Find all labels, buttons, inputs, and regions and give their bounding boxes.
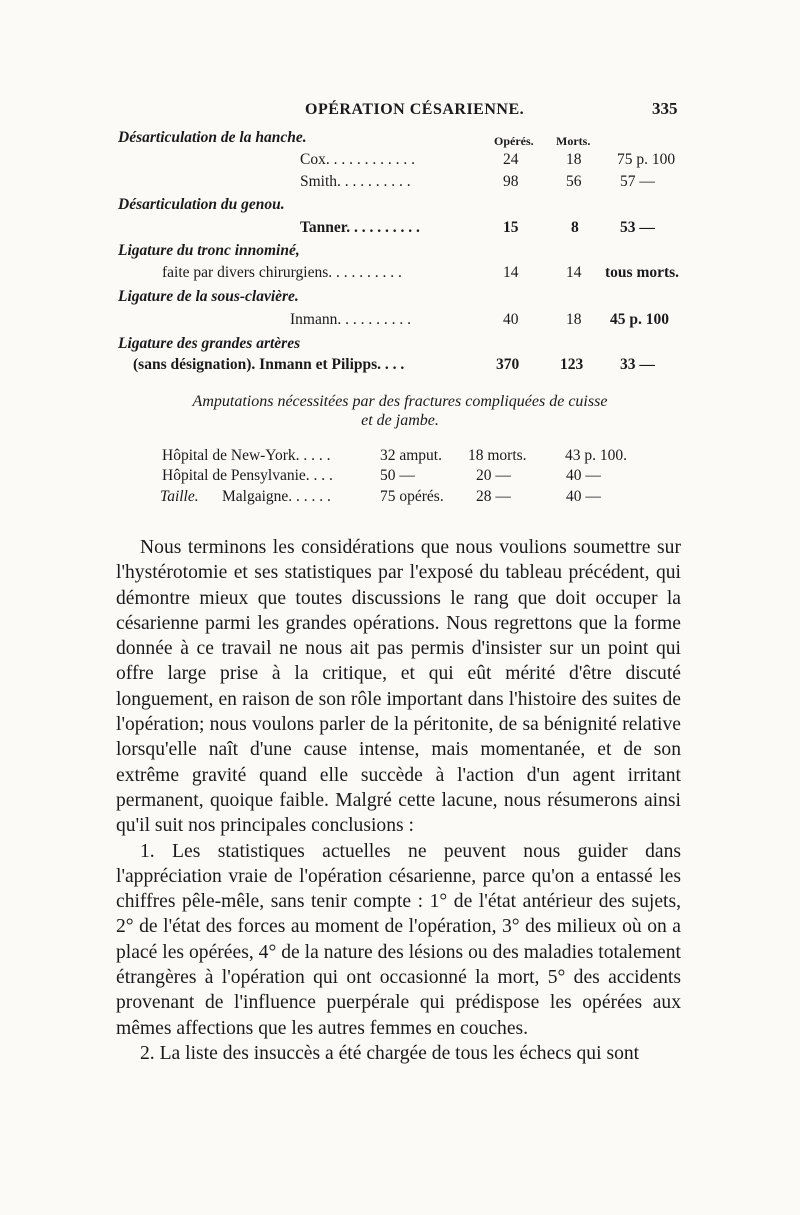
paragraph: 2. La liste des insuccès a été chargée de tous les échecs qui sont xyxy=(140,1042,640,1064)
col-header-operes: Opérés. xyxy=(494,134,534,148)
section-title-sous-claviere: Ligature de la sous-clavière. xyxy=(118,288,299,305)
amputations-title-line2: et de jambe. xyxy=(361,412,439,429)
section-title-hanche: Désarticulation de la hanche. xyxy=(118,129,307,146)
section-title-grandes-arteres: Ligature des grandes artères xyxy=(118,335,301,352)
paragraph: Nous terminons les considérations que nous voulions soumettre sur l'hystérotomie et ses statistiques par l'exposé du tableau précédent, qui démontre mieux que toutes discussions le rang que doit occuper la césarienne parmi les grandes opérations. Nous regrettons que la forme donnée à ce travail ne nous ait pas permis d'insister sur un point qui offre large prise à la critique, et qui eût mérité d'être discuté longuement, en raison de son rôle important dans l'histoire des suites de l'opération; nous voulons parler de la péritonite, de sa bénignité relative lorsqu'elle naît d'une cause intense, mais momentanée, et de son extrême gravité quand elle succède à l'action d'un agent irritant permanent, quoique faible. Malgré cette lacune, nous résumerons ainsi qu'il suit nos principales conclusions : xyxy=(116,537,681,837)
section-title-genou: Désarticulation du genou. xyxy=(118,196,285,213)
body-text xyxy=(116,535,681,1066)
col-header-morts: Morts. xyxy=(556,134,591,148)
paragraph: 1. Les statistiques actuelles ne peuvent nous guider dans l'appréciation vraie de l'opération césarienne, parce qu'on a entassé les chiffres pêle-mêle, sans tenir compte : 1° de l'état antérieur des sujets, 2° de l'état des forces au moment de l'opération, 3° des milieux où on a placé les opérées, 4° de la nature des lésions ou des maladies totalement étrangères à l'opération qui ont occasionné la mort, 5° des accidents provenant de l'influence puerpérale qui prédispose les opérées aux mêmes affections que les autres femmes en couches. xyxy=(116,840,681,1039)
section-title-tronc: Ligature du tronc innominé, xyxy=(118,242,300,259)
page-number: 335 xyxy=(652,99,678,118)
header-title: OPÉRATION CÉSARIENNE. xyxy=(305,101,525,118)
amputations-title-line1: Amputations nécessitées par des fractures compliquées de cuisse xyxy=(192,393,608,410)
